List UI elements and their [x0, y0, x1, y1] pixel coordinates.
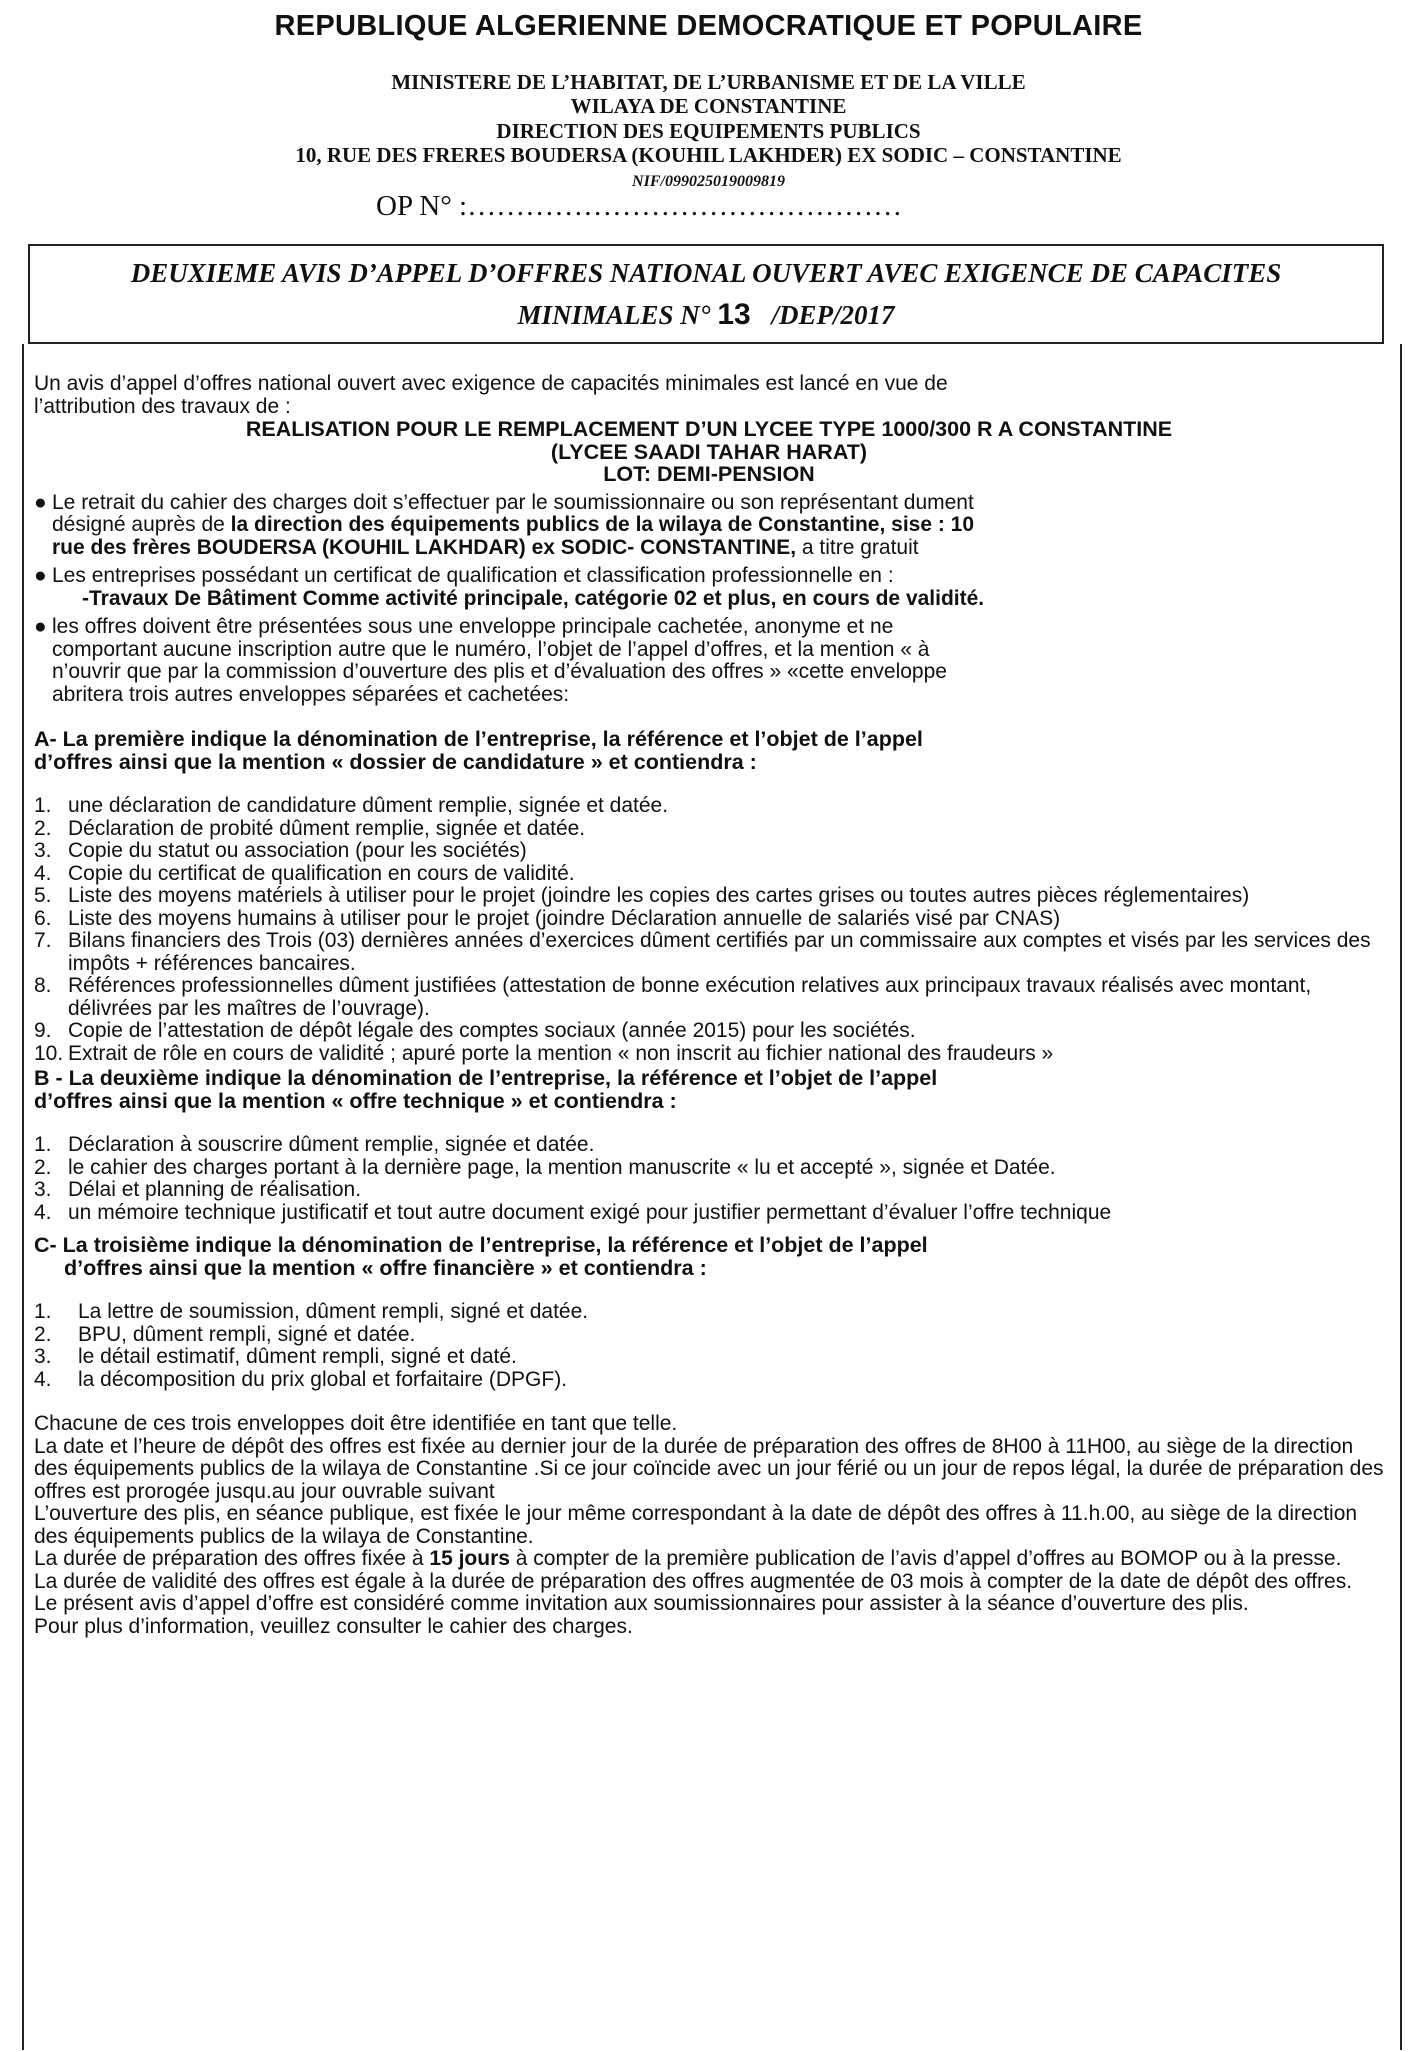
project-lot: LOT: DEMI-PENSION [603, 462, 815, 486]
closing-p6: Le présent avis d’appel d’offre est considéré comme invitation aux soumissionnaires pour assister à la séance d’ouverture des plis. [34, 1592, 1249, 1615]
item-number: 7. [34, 929, 52, 952]
ministry-line: MINISTERE DE L’HABITAT, DE L’URBANISME ET DE LA VILLE [391, 70, 1026, 94]
item-text: Extrait de rôle en cours de validité ; apuré porte la mention « non inscrit au fichier national des fraudeurs » [68, 1041, 1054, 1065]
item-text: Délai et planning de réalisation. [68, 1178, 362, 1201]
bullet-offres: ● les offres doivent être présentées sous une enveloppe principale cachetée, anonyme et ne comportant aucune inscription autre que le numéro, l’objet de l’appel d’offres, et la mention « à n’ouvrir que par la commission d’ouverture des plis et d’évaluation des offres » «cette enveloppe abritera trois autres enveloppes séparées et cachetées: [34, 615, 947, 706]
item-text: Déclaration à souscrire dûment remplie, signée et datée. [68, 1133, 595, 1156]
item-text: Liste des moyens matériels à utiliser pour le projet (joindre les copies des cartes grises ou toutes autres pièces réglementaires) [68, 884, 1250, 907]
item-text: Déclaration de probité dûment remplie, signée et datée. [68, 816, 586, 840]
title-prefix: MINIMALES N° [517, 300, 711, 330]
bullet-retrait: ● Le retrait du cahier des charges doit s’effectuer par le soumissionnaire ou son représentant dument désigné auprès de la direction des équipements publics de la wilaya de Constantine, sise : 10 rue des frères BOUDERSA (KOUHIL LAKHDAR) ex SODIC- CONSTANTINE, a titre gratuit [34, 490, 975, 559]
closing-p3: L’ouverture des plis, en séance publique, est fixée le jour même correspondant à la date de dépôt des offres à 11.h.00, au siège de la direction des équipements publics de la wilaya de Constantine. [34, 1502, 1358, 1548]
item-number: 6. [34, 906, 52, 930]
closing-p7: Pour plus d’information, veuillez consulter le cahier des charges. [34, 1614, 633, 1638]
closing-p5: La durée de validité des offres est égale à la durée de préparation des offres augmentée de 03 mois à compter de la date de dépôt des offres. [34, 1569, 1353, 1593]
direction-line: DIRECTION DES EQUIPEMENTS PUBLICS [496, 119, 921, 143]
list-item [34, 863, 1384, 886]
address-line: 10, RUE DES FRERES BOUDERSA (KOUHIL LAKHDER) EX SODIC – CONSTANTINE [295, 143, 1122, 167]
section-a-title-line2: d’offres ainsi que la mention « dossier de candidature » et contiendra : [34, 749, 757, 774]
item-number: 2. [34, 816, 52, 840]
item-text: un mémoire technique justificatif et tout autre document exigé pour justifier permettant d’évaluer l’offre technique [68, 1200, 1112, 1224]
item-number: 3. [34, 1345, 52, 1368]
item-number: 2. [34, 1155, 52, 1179]
list-item [34, 1157, 1384, 1180]
item-number: 3. [34, 1178, 52, 1201]
project-title: REALISATION POUR LE REMPLACEMENT D’UN LYCEE TYPE 1000/300 R A CONSTANTINE [245, 417, 1173, 441]
notice-number: 13 [717, 298, 751, 331]
item-text: Copie du statut ou association (pour les sociétés) [68, 839, 527, 862]
section-b-title-line1: B - La deuxième indique la dénomination de l’entreprise, la référence et l’objet de l’appel [34, 1066, 938, 1090]
closing-p1: Chacune de ces trois enveloppes doit être identifiée en tant que telle. [34, 1412, 678, 1435]
nif-line: NIF/099025019009819 [632, 173, 785, 190]
item-text: une déclaration de candidature dûment remplie, signée et datée. [68, 794, 669, 817]
item-text: le détail estimatif, dûment rempli, signé et daté. [78, 1345, 517, 1368]
list-item [34, 930, 1384, 975]
list-item [34, 840, 1384, 863]
list-item [34, 1301, 1384, 1324]
list-item [34, 1202, 1384, 1225]
notice-title-line1: DEUXIEME AVIS D’APPEL D’OFFRES NATIONAL OUVERT AVEC EXIGENCE DE CAPACITES [130, 258, 1282, 288]
item-number: 2. [34, 1322, 52, 1346]
item-number: 4. [34, 1200, 52, 1224]
list-item [34, 1179, 1384, 1202]
item-text: Références professionnelles dûment justifiées (attestation de bonne exécution relatives aux principaux travaux réalisés avec montant, délivrées par les maîtres de l’ouvrage). [68, 974, 1312, 1020]
bullet-dot-icon: ● [34, 615, 47, 638]
item-text: La lettre de soumission, dûment rempli, signé et datée. [78, 1300, 589, 1323]
list-item [34, 1020, 1384, 1043]
list-item [34, 975, 1384, 1020]
item-number: 10. [34, 1041, 64, 1065]
intro-line2: l’attribution des travaux de : [34, 394, 291, 418]
item-number: 4. [34, 1367, 52, 1391]
item-number: 3. [34, 839, 52, 862]
intro-line1: Un avis d’appel d’offres national ouvert avec exigence de capacités minimales est lancé en vue de [34, 372, 948, 395]
notice-body [34, 373, 1384, 1638]
item-text: le cahier des charges portant à la dernière page, la mention manuscrite « lu et accepté », signée et Datée. [68, 1155, 1056, 1179]
bullet-dot-icon: ● [34, 564, 47, 587]
project-subtitle: (LYCEE SAADI TAHAR HARAT) [550, 439, 868, 464]
notice-title-line2 [30, 298, 1382, 332]
section-c-list [34, 1301, 1384, 1391]
list-item [34, 1043, 1384, 1066]
list-item [34, 818, 1384, 841]
list-item [34, 1346, 1384, 1369]
op-number-line: OP N° :……………………………………… [376, 190, 903, 222]
item-number: 4. [34, 861, 52, 885]
list-item [34, 1324, 1384, 1347]
list-item [34, 1134, 1384, 1157]
item-text: Liste des moyens humains à utiliser pour le projet (joindre Déclaration annuelle de salariés visé par CNAS) [68, 906, 1061, 930]
item-number: 9. [34, 1019, 52, 1042]
section-b-title-line2: d’offres ainsi que la mention « offre technique » et contiendra : [34, 1088, 677, 1113]
section-a-title-line1: A- La première indique la dénomination de l’entreprise, la référence et l’objet de l’appel [34, 727, 923, 751]
left-frame-border [22, 344, 24, 2050]
bullet-qualification: ● Les entreprises possédant un certificat de qualification et classification professionnelle en : -Travaux De Bâtiment Comme activité principale, catégorie 02 et plus, en cours de validité. [34, 564, 985, 610]
wilaya-line: WILAYA DE CONSTANTINE [570, 94, 847, 118]
title-suffix: /DEP/2017 [771, 300, 895, 330]
section-a-list [34, 795, 1384, 1065]
list-item [34, 795, 1384, 818]
closing-p2: La date et l’heure de dépôt des offres est fixée au dernier jour de la durée de préparation des offres de 8H00 à 11H00, au siège de la direction des équipements publics de la wilaya de Constantine .Si ce jour coïncide avec un jour férié ou un jour de repos légal, la durée de préparation des offres est prorogée jusqu.au jour ouvrable suivant [34, 1434, 1384, 1503]
bullet-dot-icon: ● [34, 490, 47, 514]
section-c-title-line1: C- La troisième indique la dénomination de l’entreprise, la référence et l’objet de l’appel [34, 1233, 928, 1257]
closing-p4: La durée de préparation des offres fixée à 15 jours à compter de la première publication de l’avis d’appel d’offres au BOMOP ou à la presse. [34, 1547, 1342, 1570]
item-text: Copie de l’attestation de dépôt légale des comptes sociaux (année 2015) pour les sociétés. [68, 1019, 916, 1042]
section-b-list [34, 1134, 1384, 1224]
right-frame-border [1400, 344, 1402, 2050]
item-number: 8. [34, 974, 52, 997]
item-text: Bilans financiers des Trois (03) dernières années d’exercices dûment certifiés par un commissaire aux comptes et visés par les services des impôts + références bancaires. [68, 929, 1371, 975]
country-heading: REPUBLIQUE ALGERIENNE DEMOCRATIQUE ET POPULAIRE [274, 10, 1143, 42]
list-item [34, 908, 1384, 931]
item-text: BPU, dûment rempli, signé et datée. [78, 1322, 416, 1346]
item-text: Copie du certificat de qualification en cours de validité. [68, 861, 575, 885]
section-c-title-line2: d’offres ainsi que la mention « offre financière » et contiendra : [64, 1255, 707, 1280]
item-number: 5. [34, 884, 52, 907]
list-item [34, 1369, 1384, 1392]
item-number: 1. [34, 794, 52, 817]
item-number: 1. [34, 1300, 52, 1323]
item-number: 1. [34, 1133, 52, 1156]
list-item [34, 885, 1384, 908]
item-text: la décomposition du prix global et forfaitaire (DPGF). [78, 1367, 568, 1391]
notice-title-box [28, 244, 1384, 344]
